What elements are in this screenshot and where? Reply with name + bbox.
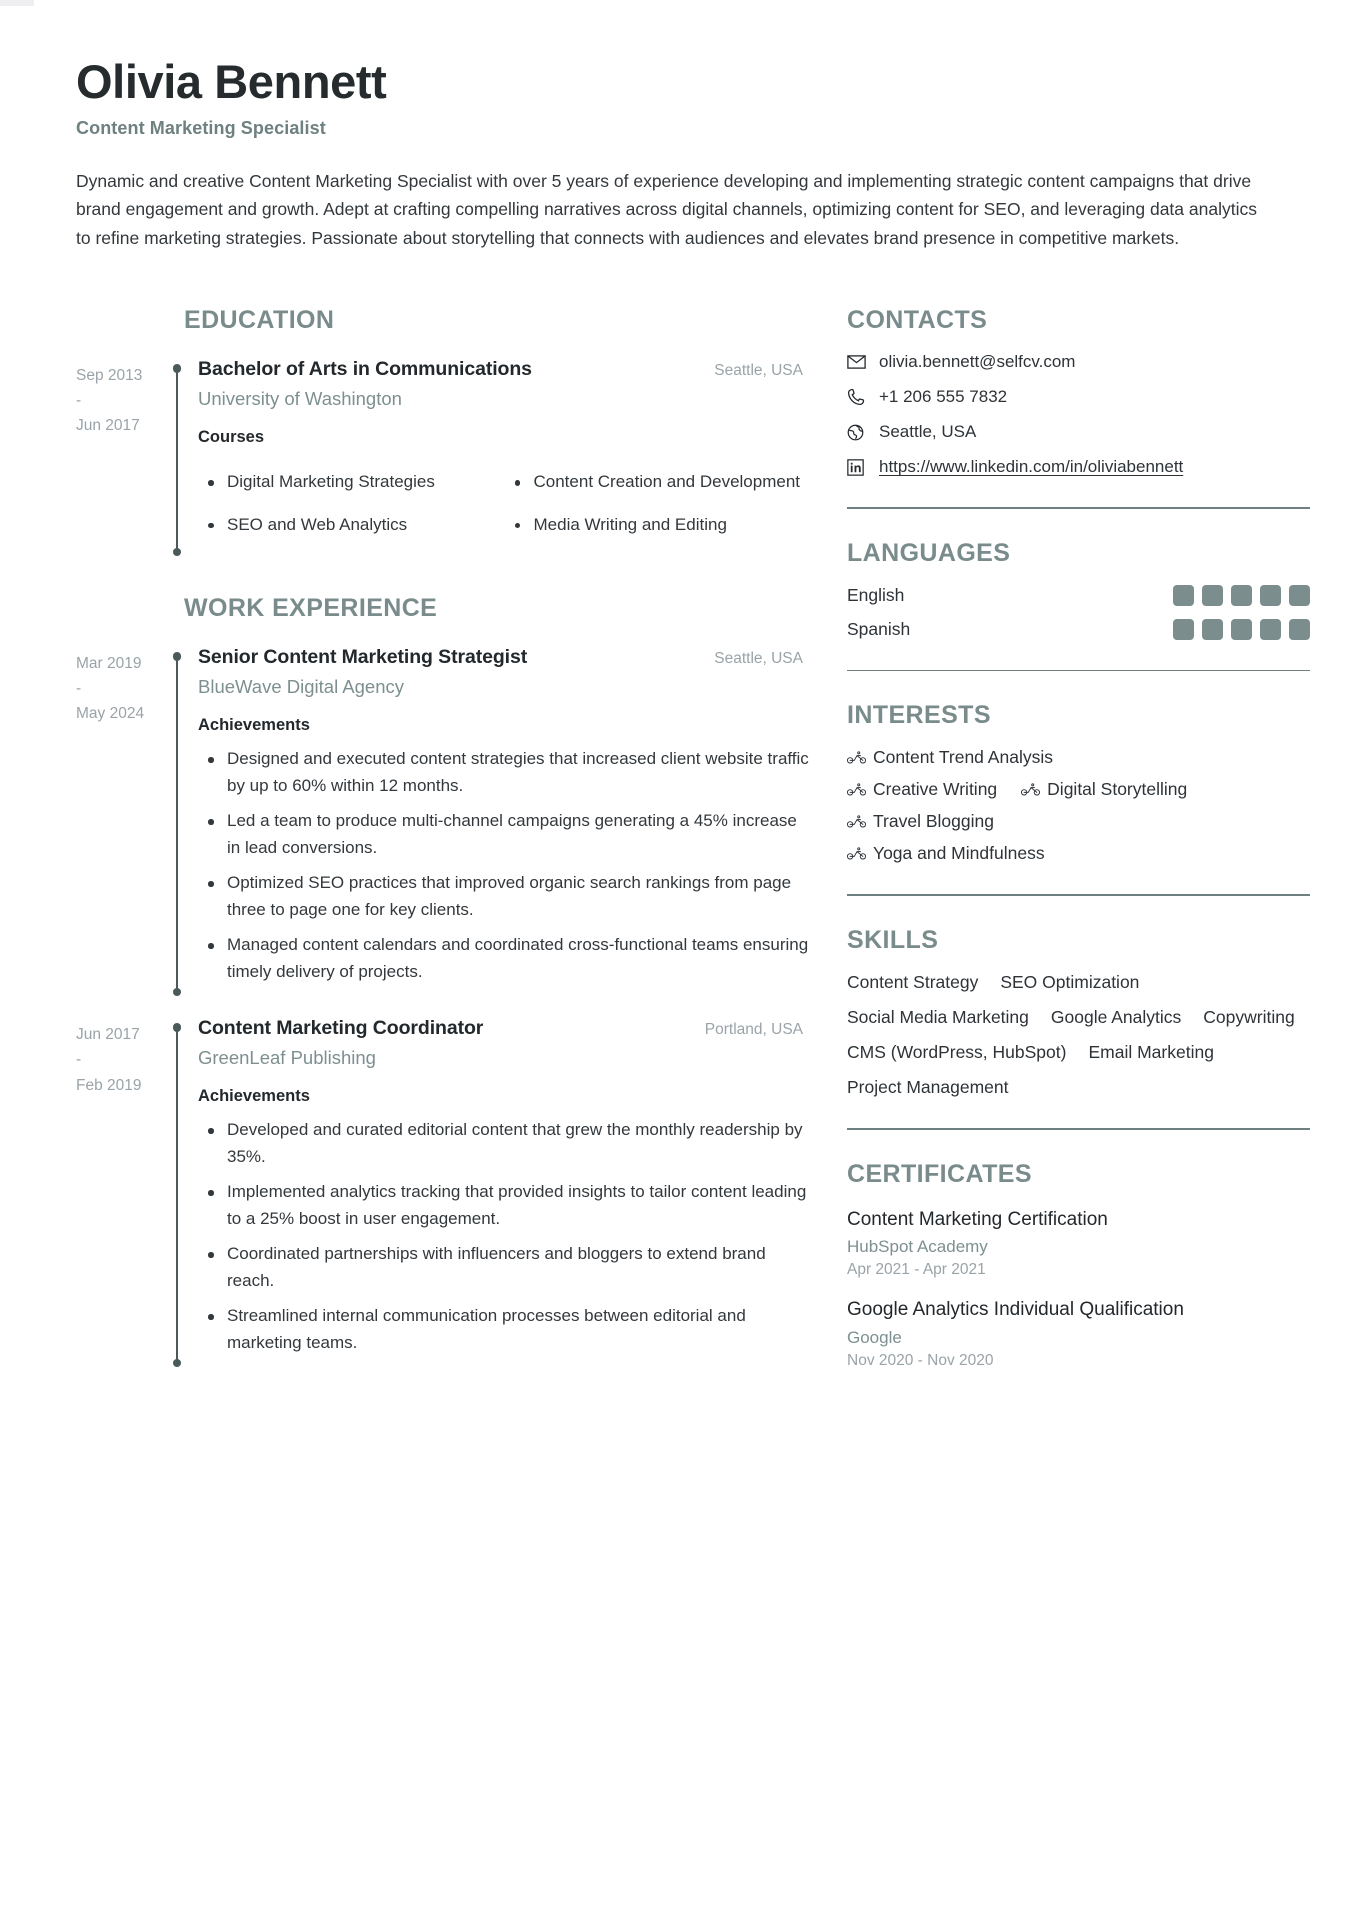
skill-item: Email Marketing xyxy=(1088,1041,1214,1062)
achievement-item: Developed and curated editorial content that grew the monthly readership by 35%. xyxy=(198,1117,811,1170)
education-entry-head xyxy=(198,358,811,381)
contacts-section xyxy=(847,306,1310,477)
date-dash: - xyxy=(76,1051,82,1069)
linkedin-icon xyxy=(847,459,870,476)
skill-item: Project Management xyxy=(847,1076,1009,1097)
language-row xyxy=(847,619,1310,640)
work-experience-section xyxy=(76,594,811,1365)
languages-heading: LANGUAGES xyxy=(847,538,1011,567)
date-dash: - xyxy=(76,680,82,698)
courses-grid xyxy=(198,458,811,554)
contact-email-value: olivia.bennett@selfcv.com xyxy=(879,352,1076,372)
certificate-issuer: Google xyxy=(847,1327,902,1347)
interest-item xyxy=(847,779,997,800)
level-block xyxy=(1202,585,1223,606)
certificate-name: Google Analytics Individual Qualification xyxy=(847,1299,1184,1321)
contact-email[interactable] xyxy=(847,352,1310,372)
contact-linkedin[interactable] xyxy=(847,457,1310,477)
work-entry xyxy=(76,644,811,994)
work-entry-body xyxy=(198,1015,811,1365)
interest-item xyxy=(847,811,1310,832)
level-block xyxy=(1173,619,1194,640)
divider xyxy=(847,507,1310,509)
work-entry-body xyxy=(198,644,811,994)
level-block xyxy=(1260,585,1281,606)
skill-item: Copywriting xyxy=(1203,1006,1295,1027)
achievement-item: Streamlined internal communication processes between editorial and marketing teams. xyxy=(198,1303,811,1356)
level-block xyxy=(1202,619,1223,640)
education-entry xyxy=(76,356,811,554)
achievement-item: Optimized SEO practices that improved organic search rankings from page three to page one for key clients. xyxy=(198,870,811,923)
date-end: Feb 2019 xyxy=(76,1076,142,1094)
education-heading: EDUCATION xyxy=(184,306,335,335)
certificate-name: Content Marketing Certification xyxy=(847,1208,1108,1230)
level-block xyxy=(1260,619,1281,640)
work-experience-heading: WORK EXPERIENCE xyxy=(184,594,438,623)
level-block xyxy=(1289,585,1310,606)
achievements-label: Achievements xyxy=(198,716,310,735)
contact-phone[interactable] xyxy=(847,387,1310,407)
level-block xyxy=(1231,619,1252,640)
skill-item: Google Analytics xyxy=(1050,1006,1182,1027)
contact-location xyxy=(847,422,1310,442)
course-item: SEO and Web Analytics xyxy=(198,512,505,539)
work-entry xyxy=(76,1015,811,1365)
skills-list xyxy=(847,972,1310,1098)
certificate-issuer: HubSpot Academy xyxy=(847,1237,988,1257)
corner-mark xyxy=(0,0,34,6)
certificates-section xyxy=(847,1160,1310,1370)
level-block xyxy=(1173,585,1194,606)
contacts-list xyxy=(847,352,1310,477)
contact-phone-value: +1 206 555 7832 xyxy=(879,387,1008,407)
candidate-job-title: Content Marketing Specialist xyxy=(76,117,326,138)
phone-icon xyxy=(847,388,870,406)
job-role: Senior Content Marketing Strategist xyxy=(198,646,528,669)
skill-item: Content Strategy xyxy=(847,971,979,992)
left-column xyxy=(76,306,811,1365)
skill-item: Social Media Marketing xyxy=(847,1006,1029,1027)
work-date-range xyxy=(76,1015,171,1365)
interests-list xyxy=(847,747,1310,864)
language-level-meter xyxy=(1173,619,1310,640)
job-location: Portland, USA xyxy=(704,1021,803,1039)
timeline-dot-bottom xyxy=(173,1359,182,1368)
work-date-range xyxy=(76,644,171,994)
interest-label: Content Trend Analysis xyxy=(873,747,1053,768)
education-location: Seattle, USA xyxy=(714,362,803,380)
date-dash: - xyxy=(76,392,82,410)
certificates-heading: CERTIFICATES xyxy=(847,1159,1032,1188)
school-name: University of Washington xyxy=(198,388,402,410)
job-location: Seattle, USA xyxy=(714,650,803,668)
content-columns xyxy=(76,306,1295,1374)
timeline-rail xyxy=(171,1015,184,1365)
resume-header xyxy=(76,56,1274,252)
work-entry-head xyxy=(198,646,811,669)
right-column xyxy=(847,306,1310,1374)
interest-item xyxy=(1021,779,1187,800)
interest-item xyxy=(847,747,1310,768)
contacts-heading: CONTACTS xyxy=(847,306,988,335)
timeline-dot-bottom xyxy=(173,548,182,557)
timeline-line xyxy=(176,368,178,554)
timeline-line xyxy=(176,656,178,994)
certificate-date: Nov 2020 - Nov 2020 xyxy=(847,1351,994,1369)
timeline-line xyxy=(176,1027,178,1365)
bicycle-icon xyxy=(847,783,866,796)
certificate-item xyxy=(847,1297,1310,1370)
skill-item: CMS (WordPress, HubSpot) xyxy=(847,1041,1067,1062)
interests-section xyxy=(847,701,1310,864)
achievement-item: Led a team to produce multi-channel campaigns generating a 45% increase in lead conversions. xyxy=(198,808,811,861)
date-end: May 2024 xyxy=(76,705,145,723)
candidate-name: Olivia Bennett xyxy=(76,55,387,108)
achievements-list xyxy=(198,746,811,985)
achievement-item: Implemented analytics tracking that provided insights to tailor content leading to a 25% boost in user engagement. xyxy=(198,1179,811,1232)
professional-summary: Dynamic and creative Content Marketing Specialist with over 5 years of experience developing and implementing strategic content campaigns that drive brand engagement and growth. Adept at crafting compelling narratives across digital channels, optimizing content for SEO, and leveraging data analytics to refine marketing strategies. Passionate about storytelling that connects with audiences and elevates brand presence in competitive markets. xyxy=(76,170,1257,248)
divider xyxy=(847,894,1310,896)
skills-heading: SKILLS xyxy=(847,925,939,954)
interest-label: Creative Writing xyxy=(873,779,998,800)
interests-heading: INTERESTS xyxy=(847,701,991,730)
education-entry-body xyxy=(198,356,811,554)
company-name: BlueWave Digital Agency xyxy=(198,676,405,698)
interest-label: Digital Storytelling xyxy=(1047,779,1188,800)
contact-linkedin-value[interactable]: https://www.linkedin.com/in/oliviabennett xyxy=(879,457,1184,477)
achievements-list xyxy=(198,1117,811,1356)
courses-label: Courses xyxy=(198,428,265,447)
course-item: Digital Marketing Strategies xyxy=(198,469,505,496)
course-item: Media Writing and Editing xyxy=(505,512,812,539)
degree-title: Bachelor of Arts in Communications xyxy=(198,358,532,381)
date-start: Jun 2017 xyxy=(76,1026,140,1044)
work-entry-head xyxy=(198,1017,811,1040)
timeline-rail xyxy=(171,356,184,554)
education-section xyxy=(76,306,811,554)
certificate-date: Apr 2021 - Apr 2021 xyxy=(847,1261,986,1279)
achievements-label: Achievements xyxy=(198,1087,310,1106)
contact-location-value: Seattle, USA xyxy=(879,422,977,442)
company-name: GreenLeaf Publishing xyxy=(198,1047,376,1069)
languages-section xyxy=(847,539,1310,640)
interest-item xyxy=(847,843,1310,864)
education-date-range xyxy=(76,356,171,554)
languages-list xyxy=(847,585,1310,640)
bicycle-icon xyxy=(1021,783,1040,796)
bicycle-icon xyxy=(847,847,866,860)
timeline-dot-bottom xyxy=(173,988,182,997)
achievement-item: Designed and executed content strategies that increased client website traffic by up to 60% within 12 months. xyxy=(198,746,811,799)
courses-column-1 xyxy=(198,469,505,554)
timeline-rail xyxy=(171,644,184,994)
language-name: Spanish xyxy=(847,618,911,639)
achievement-item: Coordinated partnerships with influencers and bloggers to extend brand reach. xyxy=(198,1241,811,1294)
level-block xyxy=(1231,585,1252,606)
date-end: Jun 2017 xyxy=(76,417,140,435)
interest-label: Yoga and Mindfulness xyxy=(873,843,1045,864)
bicycle-icon xyxy=(847,751,866,764)
interest-label: Travel Blogging xyxy=(873,811,994,832)
certificate-item xyxy=(847,1207,1310,1280)
language-row xyxy=(847,585,1310,606)
date-start: Sep 2013 xyxy=(76,367,143,385)
course-item: Content Creation and Development xyxy=(505,469,812,496)
achievement-item: Managed content calendars and coordinated cross-functional teams ensuring timely delivery of projects. xyxy=(198,932,811,985)
divider xyxy=(847,670,1310,672)
level-block xyxy=(1289,619,1310,640)
language-level-meter xyxy=(1173,585,1310,606)
skills-section xyxy=(847,926,1310,1098)
envelope-icon xyxy=(847,355,870,369)
divider xyxy=(847,1128,1310,1130)
job-role: Content Marketing Coordinator xyxy=(198,1017,484,1040)
courses-column-2 xyxy=(505,469,812,554)
skill-item: SEO Optimization xyxy=(1000,971,1140,992)
globe-pin-icon xyxy=(847,424,870,441)
date-start: Mar 2019 xyxy=(76,655,142,673)
bicycle-icon xyxy=(847,815,866,828)
language-name: English xyxy=(847,584,905,605)
